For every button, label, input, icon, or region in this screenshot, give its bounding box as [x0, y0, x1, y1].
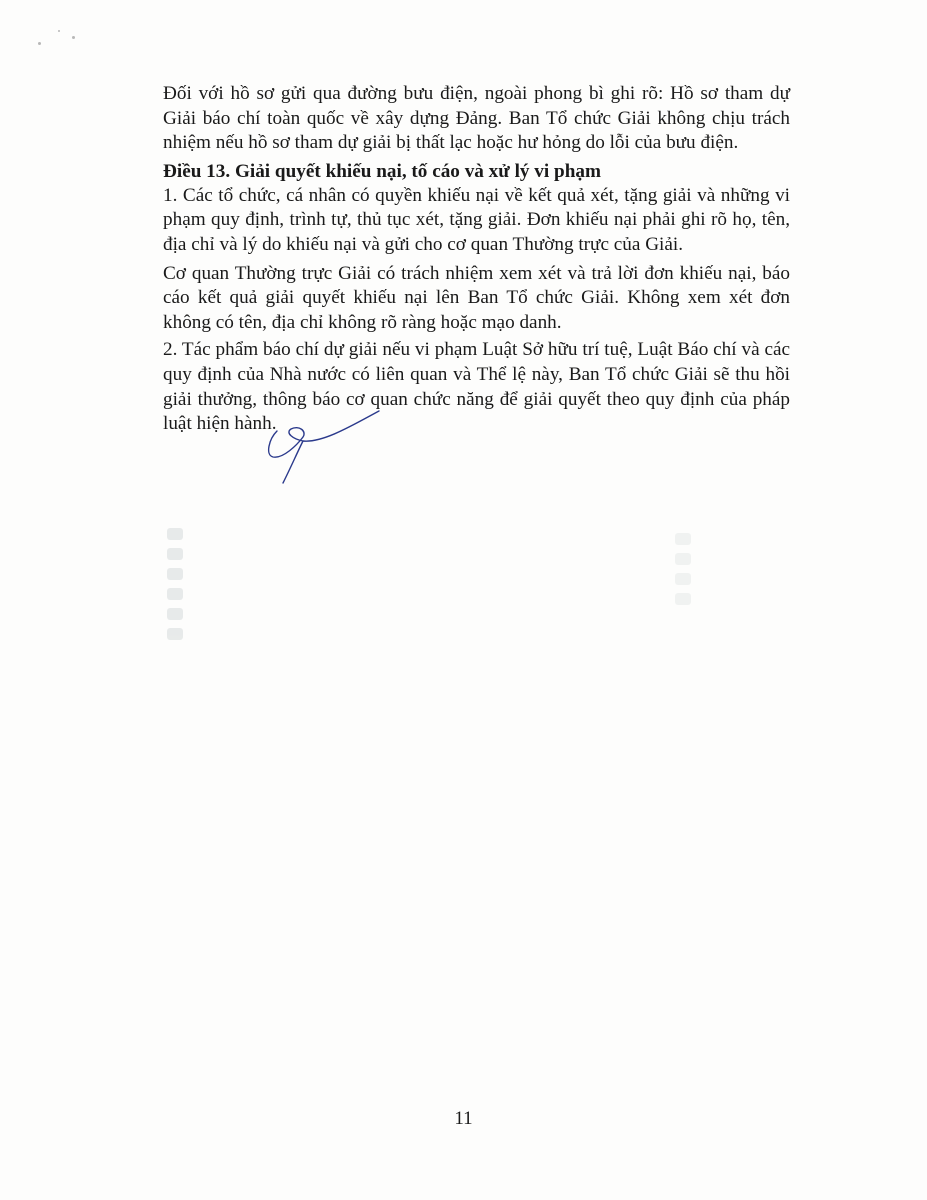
- page-number: 11: [454, 1108, 473, 1129]
- scan-speck: [38, 42, 41, 45]
- paragraph-postal-submission: [163, 82, 790, 156]
- article-13-heading: [163, 159, 790, 184]
- heading-text: Điều 13. Giải quyết khiếu nại, tố cáo và xử lý vi phạm: [163, 160, 601, 182]
- paragraph-standing-agency: [163, 262, 790, 336]
- paragraph-complaint-right: [163, 184, 790, 258]
- paragraph-violations: [163, 338, 790, 436]
- paragraph-text: 1. Các tổ chức, cá nhân có quyền khiếu nại về kết quả xét, tặng giải và những vi phạm quy định, trình tự, thủ tục xét, tặng giải. Đơn khiếu nại phải ghi rõ họ, tên, địa chỉ và lý do khiếu nại và gửi cho cơ quan Thường trực của Giải.: [163, 184, 790, 255]
- scan-speck: [72, 36, 75, 39]
- bleed-through-mark-left: [160, 520, 190, 670]
- scan-speck: [58, 30, 60, 32]
- bleed-through-mark-right: [668, 525, 698, 675]
- paragraph-text: 2. Tác phẩm báo chí dự giải nếu vi phạm Luật Sở hữu trí tuệ, Luật Báo chí và các quy định của Nhà nước có liên quan và Thể lệ này, Ban Tổ chức Giải sẽ thu hồi giải thưởng, thông báo cơ quan chức năng để giải quyết theo quy định của pháp luật hiện hành.: [163, 339, 790, 435]
- document-body: [163, 82, 790, 437]
- paragraph-text: Cơ quan Thường trực Giải có trách nhiệm xem xét và trả lời đơn khiếu nại, báo cáo kết quả giải quyết khiếu nại lên Ban Tổ chức Giải. Không xem xét đơn không có tên, địa chỉ không rõ ràng hoặc mạo danh.: [163, 262, 790, 333]
- paragraph-text: Đối với hồ sơ gửi qua đường bưu điện, ngoài phong bì ghi rõ: Hồ sơ tham dự Giải báo chí toàn quốc về xây dựng Đảng. Ban Tổ chức Giải không chịu trách nhiệm nếu hồ sơ tham dự giải bị thất lạc hoặc hư hỏng do lỗi của bưu điện.: [163, 83, 790, 154]
